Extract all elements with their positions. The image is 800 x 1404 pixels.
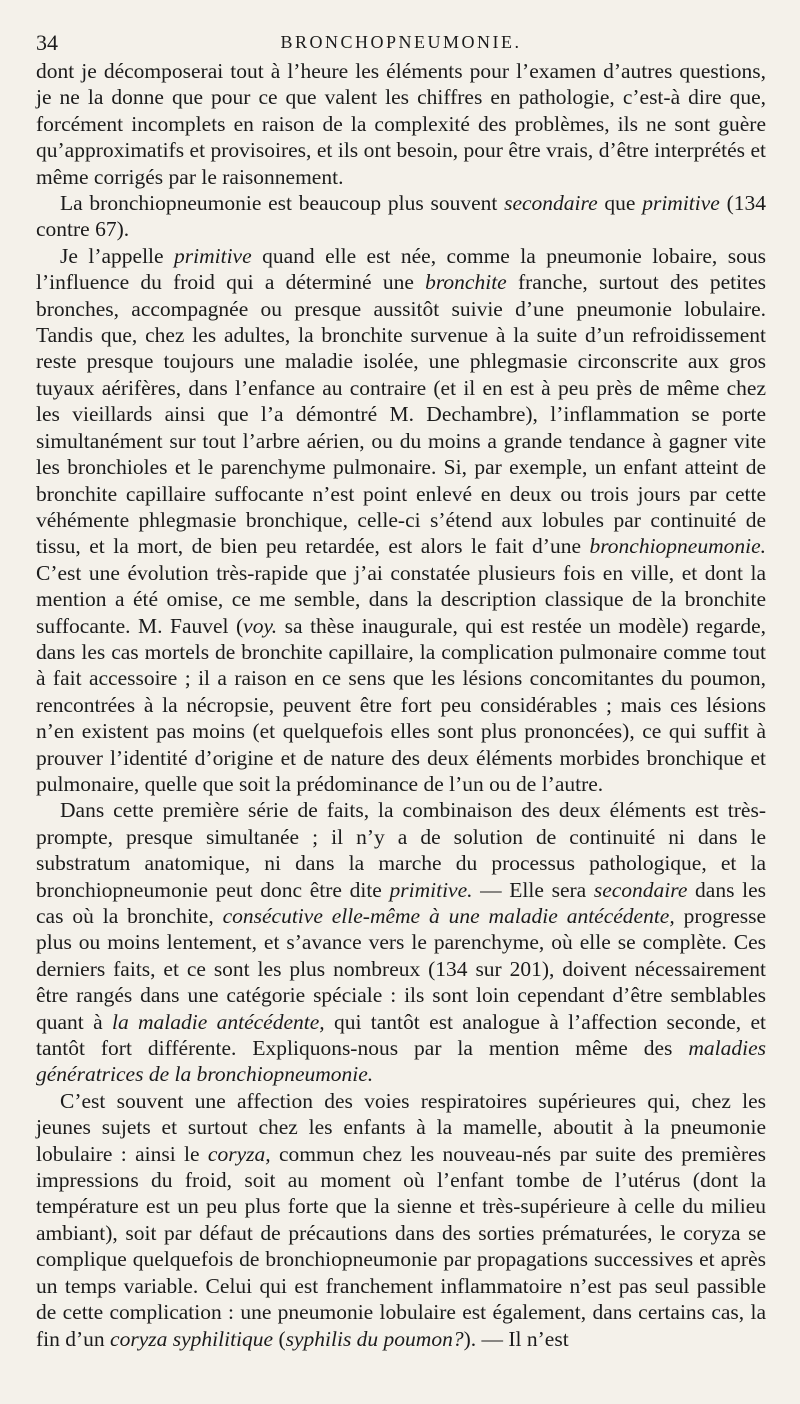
paragraph (36, 190, 766, 243)
text-run: Je l’appelle (60, 243, 175, 268)
text-run: commun chez les nouveau-nés par suite des premières impressions du froid, soit au moment où l’enfant tombe de l’utérus (dont la température est un peu plus forte que la sienne et très-supérieure à celle du milieu ambiant), soit par défaut de précautions dans des sorties prématurées, le coryza se complique quelquefois de bronchiopneumonie par propagations successives et après un temps variable. Celui qui est franchement inflammatoire n’est pas seul passible de cette complication : une pneumonie lobulaire est également, dans certains cas, la fin d’un (36, 1141, 767, 1351)
text-run: progresse plus ou moins lentement, et s’avance vers le parenchyme, où elle se complète. Ces derniers faits, et ce sont les plus nombreux (134 sur 201), doivent nécessairement être rangés dans une catégorie spéciale : ils sont loin cependant d’être semblables quant à (36, 904, 767, 1034)
italic-text: primitive. (389, 877, 473, 902)
text-run: (134 contre 67). (36, 191, 766, 242)
page-number: 34 (36, 30, 58, 55)
italic-text: la maladie antécédente, (111, 1009, 325, 1034)
italic-text: bronchite (425, 270, 507, 295)
italic-text: secondaire (504, 191, 598, 216)
text-run: C’est souvent une affection des voies respiratoires supérieures qui, chez les jeunes sujets et surtout chez les enfants à la mamelle, aboutit à la pneumonie lobulaire : ainsi le (36, 1088, 766, 1166)
text-run: ). — Il n’est (463, 1326, 569, 1351)
text-run: La bronchiopneumonie est beaucoup plus souvent (60, 191, 505, 216)
paragraph (36, 797, 766, 1087)
paragraph (36, 243, 766, 798)
text-run: dont je décomposerai tout à l’heure les éléments pour l’examen d’autres questions, je ne la donne que pour ce que valent les chiffres en pathologie, c’est-à dire que, forcément incomplets en raison de la complexité des problèmes, ils ne sont guère qu’approximatifs et provisoires, et ils ont besoin, pour être vrais, d’être interprétés et même corrigés par le raisonnement. (36, 59, 766, 189)
text-run: — Elle sera (472, 877, 594, 902)
paragraph (36, 1088, 766, 1352)
italic-text: bronchiopneumonie. (589, 534, 766, 559)
running-title: BRONCHOPNEUMONIE. (280, 32, 522, 52)
italic-text: secondaire (593, 877, 688, 902)
body-text (36, 58, 766, 1352)
text-run: C’est une évolution très-rapide que j’ai constatée plusieurs fois en ville, et dont la mention a été omise, ce me semble, dans la description classique de la bronchite suffocante. M. Fauvel ( (36, 560, 766, 638)
italic-text: syphilis du poumon? (285, 1326, 464, 1351)
italic-text: consécutive elle-même à une maladie antécédente, (222, 904, 675, 928)
italic-text: primitive (174, 243, 252, 268)
text-run: Dans cette première série de faits, la combinaison des deux éléments est très-prompte, presque simultanée ; il n’y a de solution de continuité ni dans le substratum anatomique, ni dans la marche du processus pathologique, et la bronchiopneumonie peut donc être dite (36, 798, 766, 902)
text-run: ( (273, 1326, 286, 1351)
text-run: qui tantôt est analogue à l’affection seconde, et tantôt fort différente. Expliquons-nous par la mention même des (36, 1009, 766, 1061)
text-run: quand elle est née, comme la pneumonie lobaire, sous l’influence du froid qui a déterminé une (36, 243, 766, 295)
italic-text: primitive (642, 191, 720, 216)
italic-text: voy. (243, 613, 278, 638)
text-run: franche, surtout des petites bronches, accompagnée ou presque aussitôt suivie d’une pneumonie lobulaire. Tandis que, chez les adultes, la bronchite survenue à la suite d’un refroidissement reste presque toujours une maladie isolée, une phlegmasie circonscrite aux gros tuyaux aérifères, dans l’enfance au contraire (et il en est à peu près de même chez les vieillards ainsi que l’a démontré M. Dechambre), l’inflammation se porte simultanément sur tout l’arbre aérien, ou du moins a grande tendance à gagner vite les bronchioles et le parenchyme pulmonaire. Si, par exemple, un enfant atteint de bronchite capillaire suffocante n’est point enlevé en deux ou trois jours par cette véhémente phlegmasie bronchique, celle-ci s’étend aux lobules par continuité de tissu, et la mort, de bien peu retardée, est alors le fait d’une (36, 270, 767, 559)
italic-text: coryza syphilitique (110, 1326, 274, 1351)
text-run: dans les cas où la bronchite, (36, 877, 766, 928)
text-run: sa thèse inaugurale, qui est restée un modèle) regarde, dans les cas mortels de bronchite capillaire, la complication pulmonaire comme tout à fait accessoire ; il a raison en ce sens que les lésions concomitantes du poumon, rencontrées à la nécropsie, peuvent être fort peu considérables ; mais ces lésions n’en existent pas moins (et quelquefois elles sont plus prononcées), ce qui suffit à prouver l’identité d’origine et de nature des deux éléments morbides bronchique et pulmonaire, quelle que soit la prédominance de l’un ou de l’autre. (36, 613, 766, 796)
italic-text: coryza, (207, 1141, 271, 1166)
running-head (36, 26, 766, 58)
text-run: que (597, 191, 643, 216)
paragraph (36, 58, 766, 190)
italic-text: maladies génératrices de la bronchiopneumonie. (36, 1036, 766, 1087)
